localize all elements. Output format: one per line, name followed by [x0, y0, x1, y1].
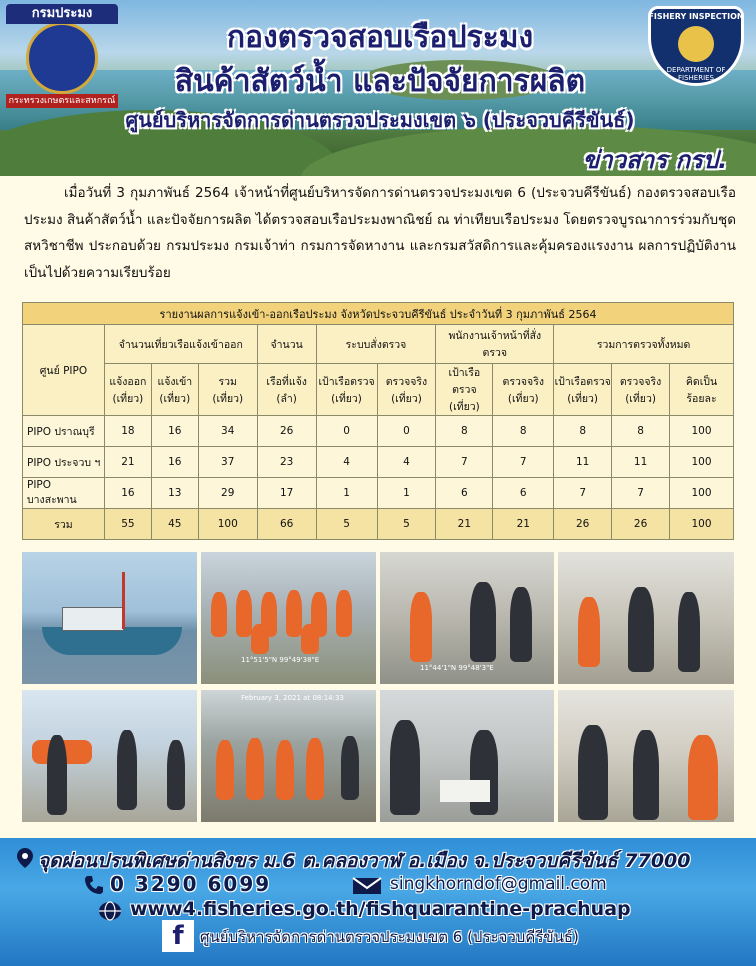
- photo-paperwork: [380, 690, 554, 822]
- email-icon: [350, 872, 384, 898]
- footer-email[interactable]: singkhorndof@gmail.com: [390, 874, 607, 894]
- person-figure: [251, 624, 269, 654]
- officer-figure: [390, 720, 420, 815]
- person-figure: [410, 592, 432, 662]
- photo-caption: 11°51'5"N 99°49'38"E: [241, 656, 320, 664]
- officer-figure: [470, 730, 498, 815]
- photo-caption: February 3, 2021 at 08:14:33: [241, 694, 344, 702]
- officer-figure: [678, 592, 700, 672]
- phone-icon: [80, 872, 108, 898]
- officer-figure: [633, 730, 659, 820]
- person-figure: [246, 738, 264, 800]
- subheader-sum: รวม (เที่ยว): [198, 364, 257, 416]
- person-figure: [286, 590, 302, 637]
- person-figure: [211, 592, 227, 637]
- photo-crew-on-deck: [22, 690, 197, 822]
- officer-figure: [470, 582, 496, 662]
- fishery-inspection-logo: [648, 6, 744, 86]
- subheader-in: แจ้งเข้า (เที่ยว): [151, 364, 198, 416]
- logo-left-top-text: กรมประมง: [6, 4, 118, 24]
- photo-crew-at-pier: [201, 690, 376, 822]
- footer-facebook[interactable]: ศูนย์บริหารจัดการด่านตรวจประมงเขต 6 (ประจวบคีรีขันธ์): [200, 928, 579, 946]
- emblem-icon: [678, 26, 714, 62]
- footer-website[interactable]: www4.fisheries.go.th/fishquarantine-prachuap: [130, 898, 631, 920]
- photo-document-check: [380, 552, 554, 684]
- photo-inspection: [558, 552, 734, 684]
- footer-phone: 0 3290 6099: [110, 872, 272, 896]
- boat-mast: [122, 572, 125, 629]
- person-figure: [276, 740, 294, 800]
- officer-figure: [341, 736, 359, 800]
- subheader-out: แจ้งออก (เที่ยว): [104, 364, 151, 416]
- officer-figure: [167, 740, 185, 810]
- subheader-percent: คิดเป็น ร้อยละ: [670, 364, 734, 416]
- header-center: ศูนย์ PIPO: [23, 325, 105, 416]
- title-line-3: ศูนย์บริหารจัดการด่านตรวจประมงเขต ๖ (ประจวบคีรีขันธ์): [125, 108, 635, 132]
- header-system: ระบบสั่งตรวจ: [316, 325, 436, 364]
- officer-figure: [117, 730, 137, 810]
- subheader-officer-actual: ตรวจจริง (เที่ยว): [493, 364, 554, 416]
- footer-address: จุดผ่อนปรนพิเศษด่านสิงขร ม.6 ต.คลองวาฬ อ.เมือง จ.ประจวบคีรีขันธ์ 77000: [38, 850, 691, 872]
- globe-icon: [95, 898, 125, 924]
- logo-right-bottom-text: DEPARTMENT OF FISHERIES: [666, 66, 726, 82]
- table-row: PIPO ปราณบุรี 18 16 34 26 0 0 8 8 8 8 100: [23, 416, 734, 447]
- logo-left-bottom-text: กระทรวงเกษตรและสหกรณ์: [6, 94, 118, 108]
- report-table: [22, 302, 734, 540]
- table-row: PIPO ประจวบ ฯ 21 16 37 23 4 4 7 7 11 11 100: [23, 447, 734, 478]
- boat-cabin: [62, 607, 124, 631]
- person-figure: [688, 735, 718, 820]
- subheader-officer-target: เป้าเรือตรวจ (เที่ยว): [436, 364, 493, 416]
- photo-fishing-boat: [22, 552, 197, 684]
- news-paragraph: [24, 180, 736, 286]
- boat-hull: [42, 627, 182, 655]
- facebook-icon[interactable]: f: [162, 920, 194, 952]
- documents: [440, 780, 490, 802]
- logo-right-top-text: FISHERY INSPECTION: [648, 12, 744, 21]
- photo-caption: 11°44'1"N 99°48'3"E: [420, 664, 494, 672]
- title-line-2: สินค้าสัตว์น้ำ และปัจจัยการผลิต: [174, 64, 586, 99]
- subheader-system-target: เป้าเรือตรวจ (เที่ยว): [316, 364, 377, 416]
- subheader-boats: เรือที่แจ้ง (ลำ): [257, 364, 316, 416]
- photo-interview: [558, 690, 734, 822]
- location-pin-icon: [10, 846, 40, 870]
- officer-figure: [578, 725, 608, 820]
- subheader-total-actual: ตรวจจริง (เที่ยว): [612, 364, 670, 416]
- officer-figure: [47, 735, 67, 815]
- table-caption: รายงานผลการแจ้งเข้า-ออกเรือประมง จังหวัดประจวบคีรีขันธ์ ประจำวันที่ 3 กุมภาพันธ์ 2564: [23, 303, 734, 325]
- news-paragraph-text: เมื่อวันที่ 3 กุมภาพันธ์ 2564 เจ้าหน้าที่ศูนย์บริหารจัดการด่านตรวจประมงเขต 6 (ประจวบคีรีขันธ์) กองตรวจสอบเรือประมง สินค้าสัตว์น้ำ และปัจจัยการผลิต ได้ตรวจสอบเรือประมงพาณิชย์ ณ ท่าเทียบเรือประมง โดยตรวจบูรณาการร่วมกับชุดสหวิชาชีพ ประกอบด้วย กรมประมง กรมเจ้าท่า กรมการจัดหางาน และกรมสวัสดิการและคุ้มครองแรงงาน ผลการปฏิบัติงานเป็นไปด้วยความเรียบร้อย: [24, 185, 736, 281]
- person-figure: [336, 590, 352, 637]
- subheader-system-actual: ตรวจจริง (เที่ยว): [377, 364, 436, 416]
- officer-figure: [510, 587, 532, 662]
- news-label: ข่าวสาร กรป.: [582, 146, 728, 174]
- header-officer: พนักงานเจ้าหน้าที่สั่งตรวจ: [436, 325, 554, 364]
- officer-figure: [628, 587, 654, 672]
- subheader-total-target: เป้าเรือตรวจ (เที่ยว): [554, 364, 612, 416]
- department-of-fisheries-logo: [6, 4, 118, 108]
- seal-icon: [26, 22, 98, 94]
- photo-crew-lineup: [201, 552, 376, 684]
- header-boats: จำนวน: [257, 325, 316, 364]
- header-total: รวมการตรวจทั้งหมด: [554, 325, 734, 364]
- title-line-1: กองตรวจสอบเรือประมง: [226, 20, 534, 55]
- person-figure: [301, 624, 319, 654]
- person-figure: [306, 738, 324, 800]
- person-figure: [578, 597, 600, 667]
- table-row: PIPO บางสะพาน 16 13 29 17 1 1 6 6 7 7 100: [23, 478, 734, 509]
- person-figure: [236, 590, 252, 637]
- table-total-row: รวม 55 45 100 66 5 5 21 21 26 26 100: [23, 509, 734, 540]
- person-figure: [216, 740, 234, 800]
- header-trips: จำนวนเที่ยวเรือแจ้งเข้าออก: [104, 325, 257, 364]
